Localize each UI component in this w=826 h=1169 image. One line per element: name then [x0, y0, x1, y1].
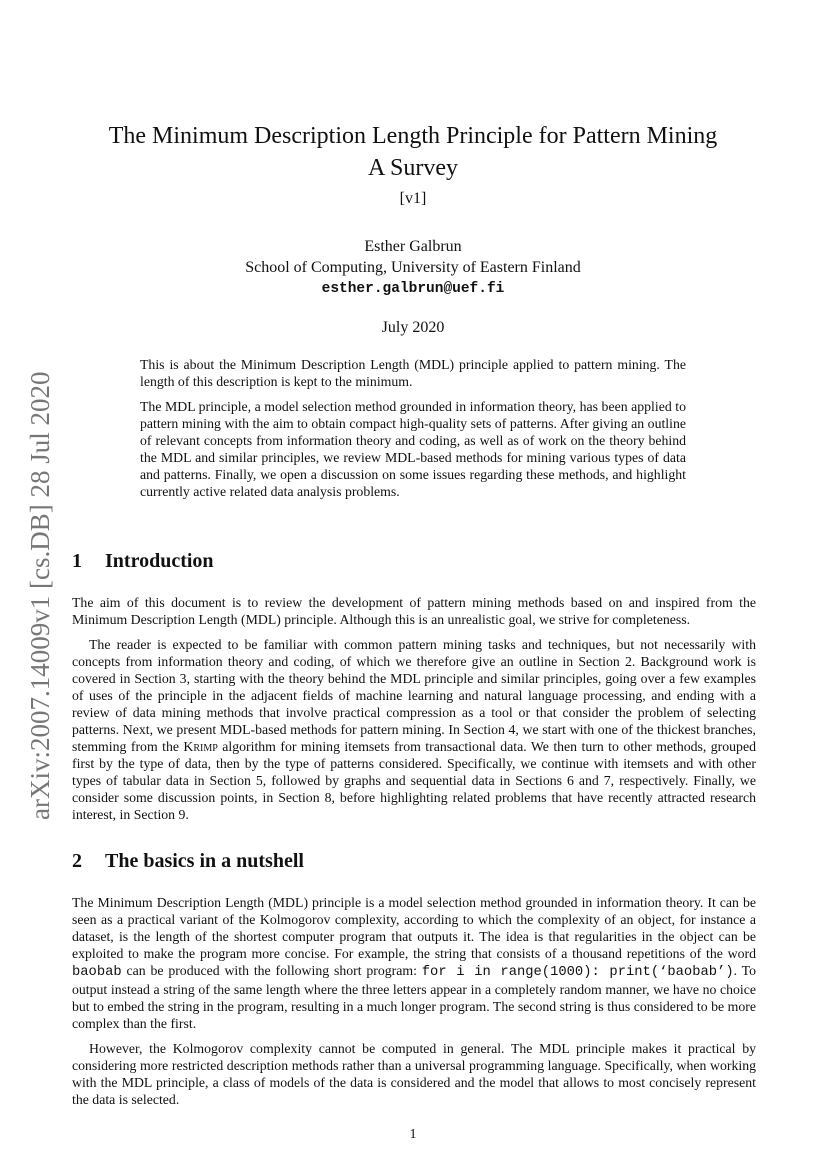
version-label: [v1]: [399, 190, 427, 207]
section-1-p2-text-a: The reader is expected to be familiar with common pattern mining tasks and techniques, but not necessarily with concepts from information theory and coding, of which we therefore give an outline in Section 2. Background work is covered in Section 3, starting with the theory behind the MDL principle and similar principles, going over a few examples of uses of the principle in the adjacent fields of machine learning and natural language processing, and ending with a review of data mining methods that involve practical compression as a tool or that consider the problem of selecting patterns. Next, we present MDL-based methods for pattern mining. In Section 4, we start with one of the thickest branches, stemming from the: [72, 637, 756, 754]
section-2-p1-text-c: . To output instead a string of the same length where the three letters appear in a completely random manner, we have no choice but to embed the string in the program, resulting in a much longer program. The second string is thus considered to be more complex than the first.: [72, 963, 756, 1031]
section-2-p1-text-b: can be produced with the following short program:: [121, 963, 422, 978]
section-2-paragraph-1: [72, 894, 756, 1032]
code-baobab: baobab: [72, 965, 122, 980]
author-name: Esther Galbrun: [364, 238, 462, 255]
section-2-p1-text-a: The Minimum Description Length (MDL) principle is a model selection method grounded in information theory. It can be seen as a practical variant of the Kolmogorov complexity, according to which the complexity of an object, for instance a dataset, is the length of the shortest computer program that outputs it. The idea is that regularities in the object can be exploited to make the program more concise. For example, the string that consists of a thousand repetitions of the word: [72, 895, 756, 961]
krimp-algorithm-name: Krimp: [183, 739, 218, 754]
section-2-title: The basics in a nutshell: [105, 850, 304, 872]
publication-date: July 2020: [381, 319, 445, 336]
section-2-number: 2: [72, 850, 82, 872]
paper-title-line2: A Survey: [368, 155, 458, 181]
section-2-body: [72, 894, 756, 1108]
page-number: 1: [409, 1127, 417, 1142]
section-1-p2-text-b: algorithm for mining itemsets from transactional data. We then turn to other methods, grouped first by the type of data, then by the type of patterns considered. Specifically, we continue with itemsets and with other types of tabular data in Section 5, followed by graphs and sequential data in Sections 6 and 7, respectively. Finally, we consider some discussion points, in Section 8, before highlighting related problems that have recently attracted research interest, in Section 9.: [72, 739, 756, 822]
author-email[interactable]: esther.galbrun@uef.fi: [321, 281, 505, 297]
section-1-heading: [72, 548, 214, 574]
abstract-paragraph-1: This is about the Minimum Description Length (MDL) principle applied to pattern mining. The length of this description is kept to the minimum.: [140, 357, 686, 389]
section-2-heading: [72, 848, 304, 874]
section-1-body: [72, 594, 756, 823]
paper-title-line1: The Minimum Description Length Principle for Pattern Mining: [108, 123, 718, 149]
author-affiliation: School of Computing, University of Eastern Finland: [245, 259, 581, 276]
section-1-paragraph-2: [72, 636, 756, 823]
section-1-paragraph-1: The aim of this document is to review the development of pattern mining methods based on and inspired from the Minimum Description Length (MDL) principle. Although this is an unrealistic goal, we strive for completeness.: [72, 595, 756, 627]
abstract: [140, 356, 686, 508]
section-1-number: 1: [72, 550, 82, 572]
section-2-paragraph-2: However, the Kolmogorov complexity cannot be computed in general. The MDL principle makes it practical by considering more restricted description methods rather than a universal programming language. Specifically, when working with the MDL principle, a class of models of the data is considered and the model that allows to most concisely represent the data is selected.: [72, 1041, 756, 1107]
arxiv-identifier: arXiv:2007.14009v1 [cs.DB] 28 Jul 2020: [25, 371, 55, 820]
section-1-title: Introduction: [105, 550, 214, 572]
code-program: for i in range(1000): print(‘baobab’): [421, 965, 734, 980]
abstract-paragraph-2: The MDL principle, a model selection method grounded in information theory, has been applied to pattern mining with the aim to obtain compact high-quality sets of patterns. After giving an outline of relevant concepts from information theory and coding, as well as of work on the theory behind the MDL and similar principles, we review MDL-based methods for mining various types of data and patterns. Finally, we open a discussion on some issues regarding these methods, and highlight currently active related data analysis problems.: [140, 399, 686, 499]
